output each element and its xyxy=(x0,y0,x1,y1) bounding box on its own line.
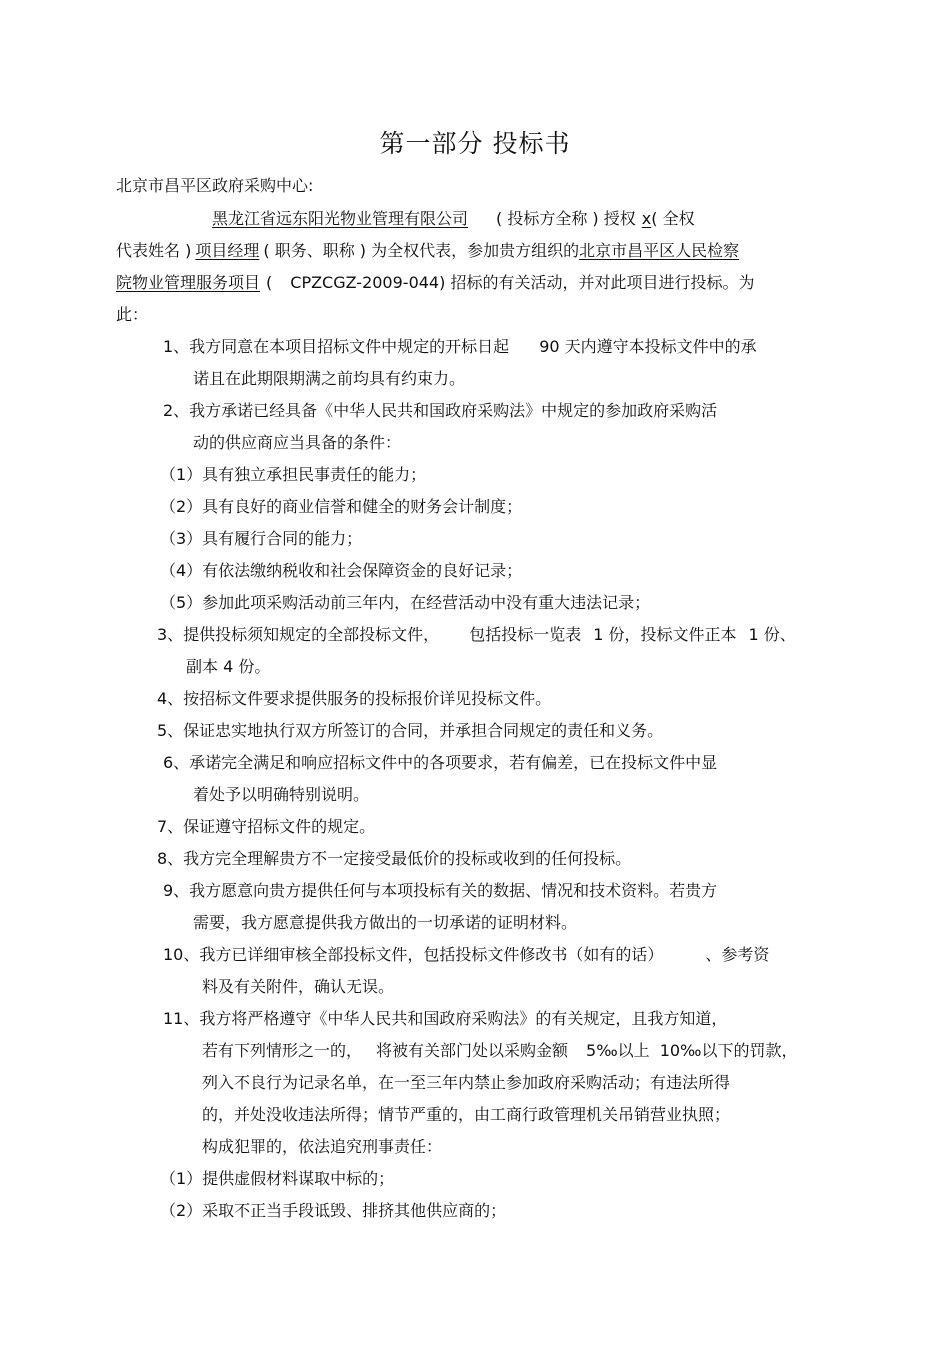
item-4: 4、按招标文件要求提供服务的投标报价详见投标文件。 xyxy=(157,689,552,708)
condition-4: （4）有依法缴纳税收和社会保障资金的良好记录； xyxy=(160,561,523,580)
item-11-line-5: 构成犯罪的，依法追究刑事责任： xyxy=(202,1137,443,1156)
intro-text: 代表姓名 ) xyxy=(116,241,192,260)
item-text: 1 份，投标文件正本 xyxy=(593,625,737,644)
item-text: 1、我方同意在本项目招标文件中规定的开标日起 xyxy=(163,337,510,356)
item-9-line-1: 9、我方愿意向贵方提供任何与本项投标有关的数据、情况和技术资料。若贵方 xyxy=(163,881,718,900)
sub-condition-1: （1）提供虚假材料谋取中标的； xyxy=(160,1169,395,1188)
condition-3: （3）具有履行合同的能力； xyxy=(160,529,363,548)
addressee: 北京市昌平区政府采购中心: xyxy=(116,176,314,195)
item-text: 包括投标一览表 xyxy=(469,625,582,644)
item-2-line-1: 2、我方承诺已经具备《中华人民共和国政府采购法》中规定的参加政府采购活 xyxy=(163,401,718,420)
intro-line-2 xyxy=(116,241,765,261)
page-title: 第一部分 投标书 xyxy=(379,129,571,158)
item-2-line-2: 动的供应商应当具备的条件： xyxy=(193,433,402,452)
item-text: 10、我方已详细审核全部投标文件，包括投标文件修改书（如有的话） xyxy=(163,945,664,964)
item-5: 5、保证忠实地执行双方所签订的合同，并承担合同规定的责任和义务。 xyxy=(157,721,664,740)
project-name-part2: 院物业管理服务项目 xyxy=(116,273,261,292)
intro-line-3 xyxy=(116,273,754,293)
item-11-line-3: 列入不良行为记录名单，在一至三年内禁止参加政府采购活动；有违法所得 xyxy=(202,1073,731,1092)
item-9-line-2: 需要，我方愿意提供我方做出的一切承诺的证明材料。 xyxy=(193,913,578,932)
intro-text: ( 投标方全称 ) 授权 xyxy=(496,209,636,228)
condition-1: （1）具有独立承担民事责任的能力； xyxy=(160,465,427,484)
item-text: 1 份、 xyxy=(748,625,796,644)
item-text: 10‰以下的罚款， xyxy=(659,1041,798,1060)
intro-text: ( 全权 xyxy=(651,209,695,228)
representative-title: 项目经理 xyxy=(195,241,260,260)
project-code: CPZCGZ-2009-044 xyxy=(290,273,440,292)
intro-text: ) 招标的有关活动，并对此项目进行投标。为 xyxy=(439,273,755,292)
item-1-line-2: 诺且在此期限期满之前均具有约束力。 xyxy=(193,369,466,388)
item-text: 、参考资 xyxy=(705,945,770,964)
sub-condition-2: （2）采取不正当手段诋毁、排挤其他供应商的； xyxy=(160,1201,507,1220)
project-name-part1: 北京市昌平区人民检察 xyxy=(579,241,740,260)
item-text: 90 天内遵守本投标文件中的承 xyxy=(539,337,757,356)
item-text: 3、提供投标须知规定的全部投标文件， xyxy=(157,625,440,644)
item-3-line-2: 副本 4 份。 xyxy=(186,657,271,676)
condition-2: （2）具有良好的商业信誉和健全的财务会计制度； xyxy=(160,497,523,516)
bidder-company-name: 黑龙江省远东阳光物业管理有限公司 xyxy=(212,209,469,228)
item-11-line-2 xyxy=(202,1041,798,1061)
item-text: 将被有关部门处以采购金额 xyxy=(376,1041,569,1060)
intro-line-4: 此： xyxy=(116,305,149,324)
item-11-line-4: 的，并处没收违法所得；情节严重的，由工商行政管理机关吊销营业执照； xyxy=(202,1105,731,1124)
item-3-line-1 xyxy=(157,625,796,645)
item-10-line-2: 料及有关附件，确认无误。 xyxy=(202,977,395,996)
condition-5: （5）参加此项采购活动前三年内，在经营活动中没有重大违法记录； xyxy=(160,593,651,612)
intro-line-1 xyxy=(212,209,695,229)
item-6-line-2: 着处予以明确特别说明。 xyxy=(193,785,370,804)
intro-text: ( xyxy=(266,273,273,292)
item-10-line-1 xyxy=(163,945,769,965)
item-7: 7、保证遵守招标文件的规定。 xyxy=(157,817,376,836)
item-text: 5‰以上 xyxy=(586,1041,650,1060)
item-6-line-1: 6、承诺完全满足和响应招标文件中的各项要求，若有偏差，已在投标文件中显 xyxy=(163,753,718,772)
item-8: 8、我方完全理解贵方不一定接受最低价的投标或收到的任何投标。 xyxy=(157,849,632,868)
item-1-line-1 xyxy=(163,337,757,357)
item-11-line-1: 11、我方将严格遵守《中华人民共和国政府采购法》的有关规定，且我方知道， xyxy=(163,1009,728,1028)
authorized-person-name: x xyxy=(641,209,652,228)
item-text: 若有下列情形之一的， xyxy=(202,1041,363,1060)
intro-text: ( 职务、职称 ) 为全权代表，参加贵方组织的 xyxy=(263,241,580,260)
